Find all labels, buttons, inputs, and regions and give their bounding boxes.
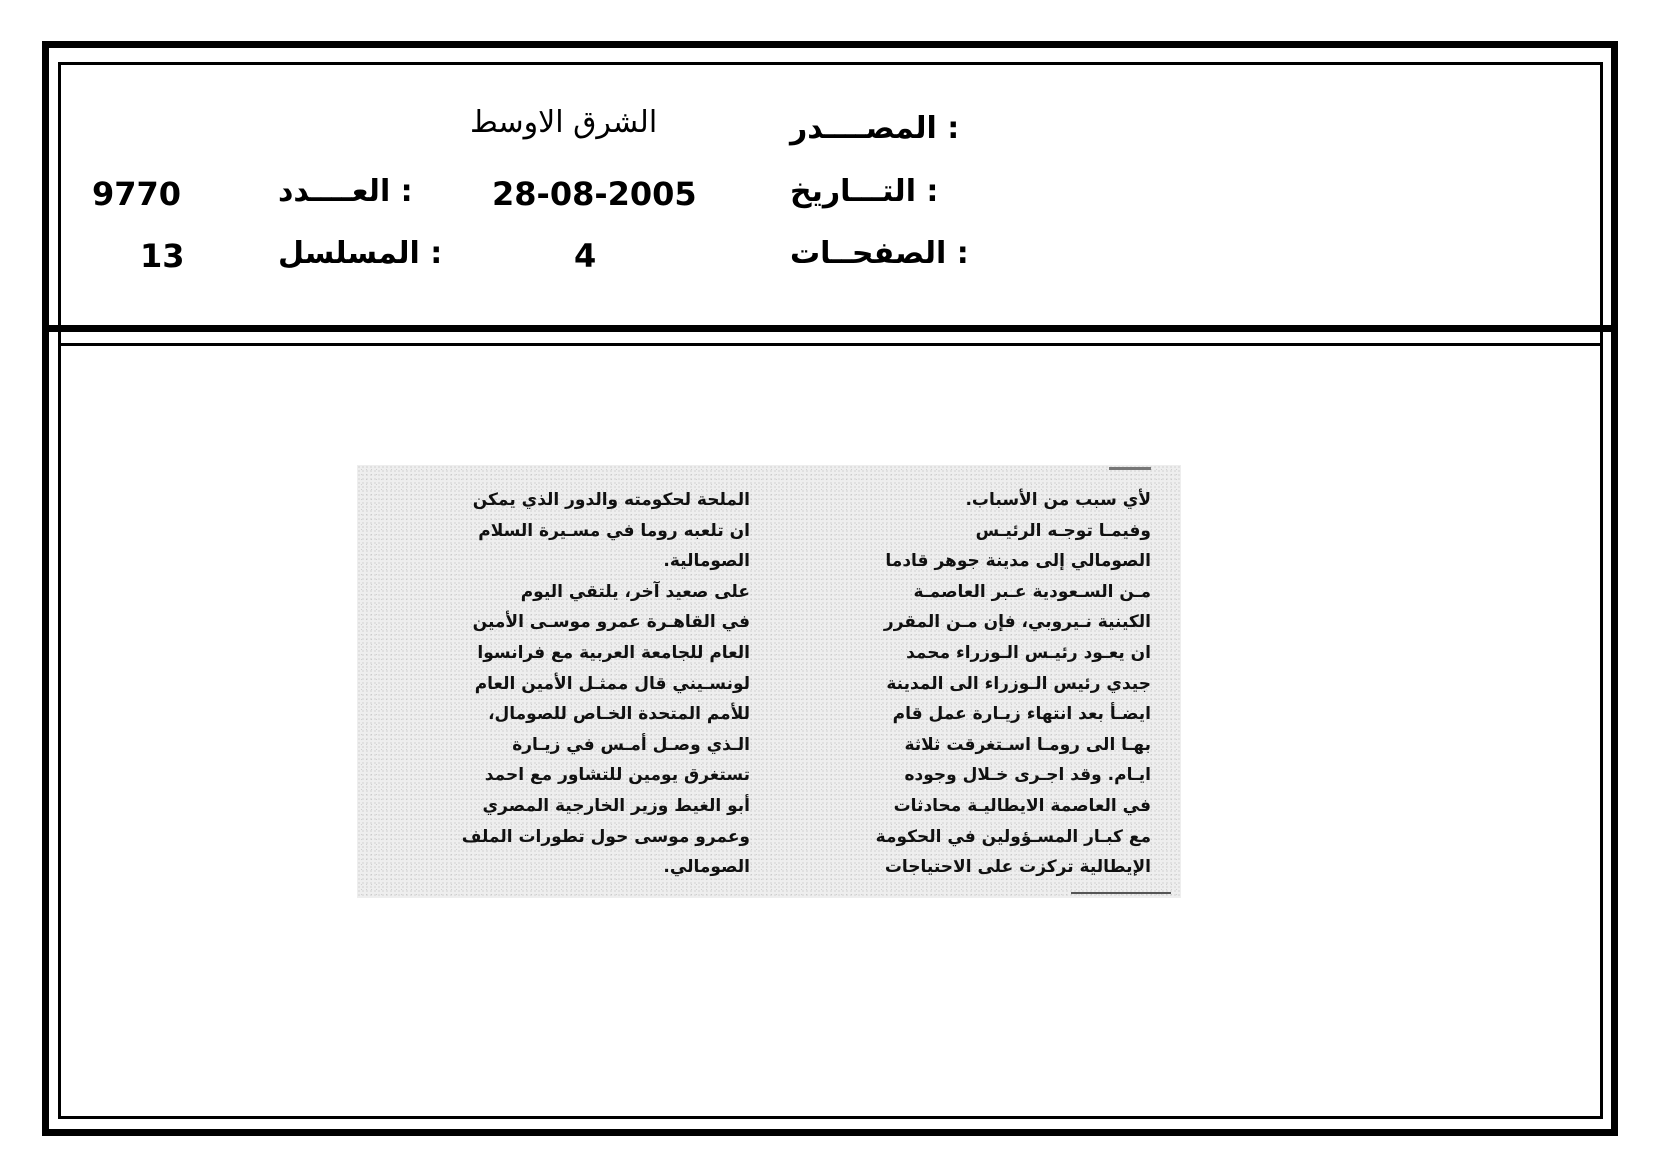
article-line: لونسـيني قال ممثـل الأمين العام: [474, 673, 750, 694]
article-line: الكينية نـيروبي، فإن مـن المقرر: [883, 612, 1151, 633]
article-line: ايـام. وقد اجـرى خـلال وجوده: [904, 765, 1151, 786]
article-line: للأمم المتحدة الخـاص للصومال،: [488, 704, 750, 725]
serial-value: 13: [140, 237, 185, 275]
article-column-right: [783, 485, 1151, 883]
pages-value: 4: [574, 237, 597, 275]
article-line: مع كبـار المسـؤولين في الحكومة: [875, 826, 1151, 847]
article-line: الصومالية.: [663, 551, 750, 572]
article-line: ايضـأ بعد انتهاء زيـارة عمل قام: [892, 704, 1151, 725]
scan-underline: [1071, 892, 1171, 894]
article-line: وفيمـا توجـه الرئيـس: [975, 520, 1151, 541]
article-clipping: [357, 465, 1181, 898]
issue-label: العــــدد :: [278, 174, 413, 209]
article-line: لأي سبب من الأسباب.: [965, 490, 1151, 510]
source-value: الشرق الاوسط: [470, 105, 658, 140]
article-line: الصومالي.: [663, 857, 750, 878]
article-line: الإيطالية تركزت على الاحتياجات: [884, 857, 1151, 878]
article-line: ان تلعبه روما في مسـيرة السلام: [478, 520, 750, 541]
article-line: أبو الغيط وزير الخارجية المصري: [482, 795, 750, 816]
article-line: الصومالي إلى مدينة جوهر قادما: [885, 551, 1151, 572]
article-line: مـن السـعودية عـبر العاصمـة: [913, 581, 1151, 602]
article-line: جيدي رئيس الـوزراء الى المدينة: [886, 673, 1151, 694]
pages-label: الصفحــات :: [790, 236, 969, 271]
article-column-left: [382, 485, 750, 883]
scan-mark: [1109, 467, 1151, 470]
article-line: في القاهـرة عمرو موسـى الأمين: [472, 612, 750, 633]
article-line: بهـا الى رومـا اسـتغرقت ثلاثة: [904, 734, 1151, 755]
article-line: تستغرق يومين للتشاور مع احمد: [484, 765, 750, 786]
article-line: في العاصمة الايطاليـة محادثات: [893, 795, 1151, 816]
issue-value: 9770: [92, 175, 182, 213]
article-line: وعمرو موسى حول تطورات الملف: [461, 826, 750, 847]
header-divider-thin: [58, 343, 1603, 346]
article-line: الـذي وصـل أمـس في زيـارة: [512, 734, 750, 755]
article-line: العام للجامعة العربية مع فرانسوا: [477, 642, 750, 663]
source-label: المصــــدر :: [790, 111, 960, 146]
header-divider-thick: [42, 325, 1618, 332]
date-label: التـــاريخ :: [790, 174, 939, 209]
date-value: 28-08-2005: [492, 175, 697, 213]
article-line: على صعيد آخر، يلتقي اليوم: [520, 581, 750, 602]
article-line: ان يعـود رئيـس الـوزراء محمد: [906, 642, 1151, 663]
serial-label: المسلسل :: [278, 236, 443, 271]
article-line: الملحة لحكومته والدور الذي يمكن: [472, 490, 750, 510]
